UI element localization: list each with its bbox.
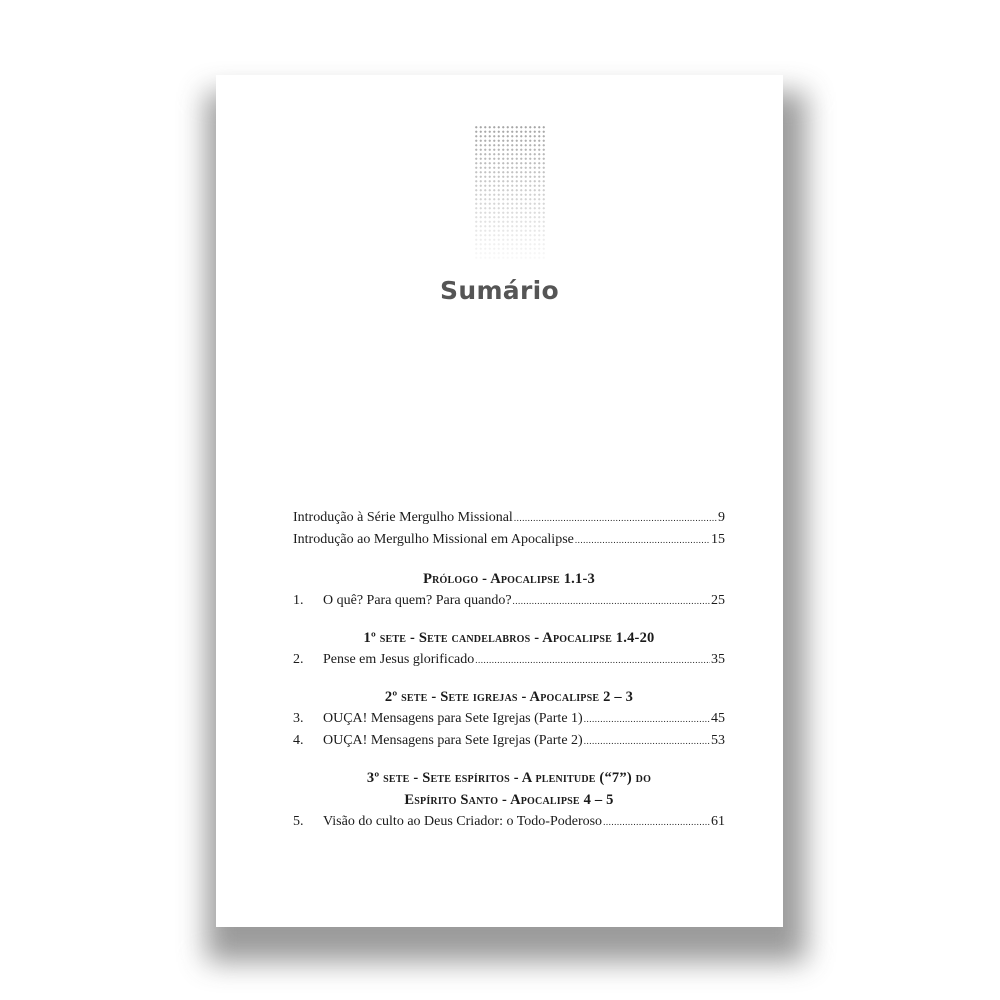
dot-leader	[514, 507, 717, 529]
toc-entry-chapter-1	[293, 590, 725, 612]
section-heading-prologue: Prólogo - Apocalipse 1.1-3	[423, 571, 595, 587]
toc-entry-chapter-4	[293, 730, 725, 752]
toc-entry-number: 1.	[293, 593, 304, 608]
toc-entry-page: 53	[711, 733, 725, 748]
toc-entry-label: OUÇA! Mensagens para Sete Igrejas (Parte 2)	[323, 733, 583, 748]
dot-pattern-decoration	[474, 125, 546, 260]
toc-entry-label: OUÇA! Mensagens para Sete Igrejas (Parte 1)	[323, 711, 583, 726]
toc-entry-label: O quê? Para quem? Para quando?	[323, 593, 512, 608]
toc-entry-chapter-5	[293, 811, 725, 833]
table-of-contents	[293, 507, 725, 833]
toc-entry-label: Visão do culto ao Deus Criador: o Todo-Poderoso	[323, 814, 603, 829]
dot-leader	[513, 590, 710, 612]
toc-entry-number: 4.	[293, 733, 304, 748]
page-title: Sumário	[440, 276, 559, 305]
toc-entry-number: 2.	[293, 652, 304, 667]
book-page	[216, 75, 783, 927]
toc-entry-label: Introdução à Série Mergulho Missional	[293, 510, 513, 525]
dot-leader	[475, 649, 710, 671]
dot-leader	[575, 529, 710, 551]
toc-entry-chapter-2	[293, 649, 725, 671]
toc-entry-number: 3.	[293, 711, 304, 726]
toc-entry-page: 9	[718, 510, 725, 525]
section-heading-third-seven-line-1: 3º sete - Sete espíritos - A plenitude (“7”) do	[366, 770, 652, 786]
toc-entry-label: Pense em Jesus glorificado	[323, 652, 475, 667]
toc-entry-page: 15	[711, 532, 725, 547]
toc-entry-page: 45	[711, 711, 725, 726]
toc-entry-intro-apocalypse	[293, 529, 725, 551]
toc-entry-intro-series	[293, 507, 725, 529]
toc-entry-page: 61	[711, 814, 725, 829]
section-heading-third-seven-line-2: Espírito Santo - Apocalipse 4 – 5	[404, 792, 614, 808]
dot-leader	[603, 811, 710, 833]
toc-entry-chapter-3	[293, 708, 725, 730]
section-heading-first-seven: 1º sete - Sete candelabros - Apocalipse 1.4-20	[363, 630, 655, 646]
toc-entry-page: 25	[711, 593, 725, 608]
toc-entry-number: 5.	[293, 814, 304, 829]
toc-entry-label: Introdução ao Mergulho Missional em Apocalipse	[293, 532, 574, 547]
toc-entry-page: 35	[711, 652, 725, 667]
dot-leader	[584, 730, 710, 752]
dot-leader	[584, 708, 710, 730]
section-heading-second-seven: 2º sete - Sete igrejas - Apocalipse 2 – 3	[384, 689, 634, 705]
